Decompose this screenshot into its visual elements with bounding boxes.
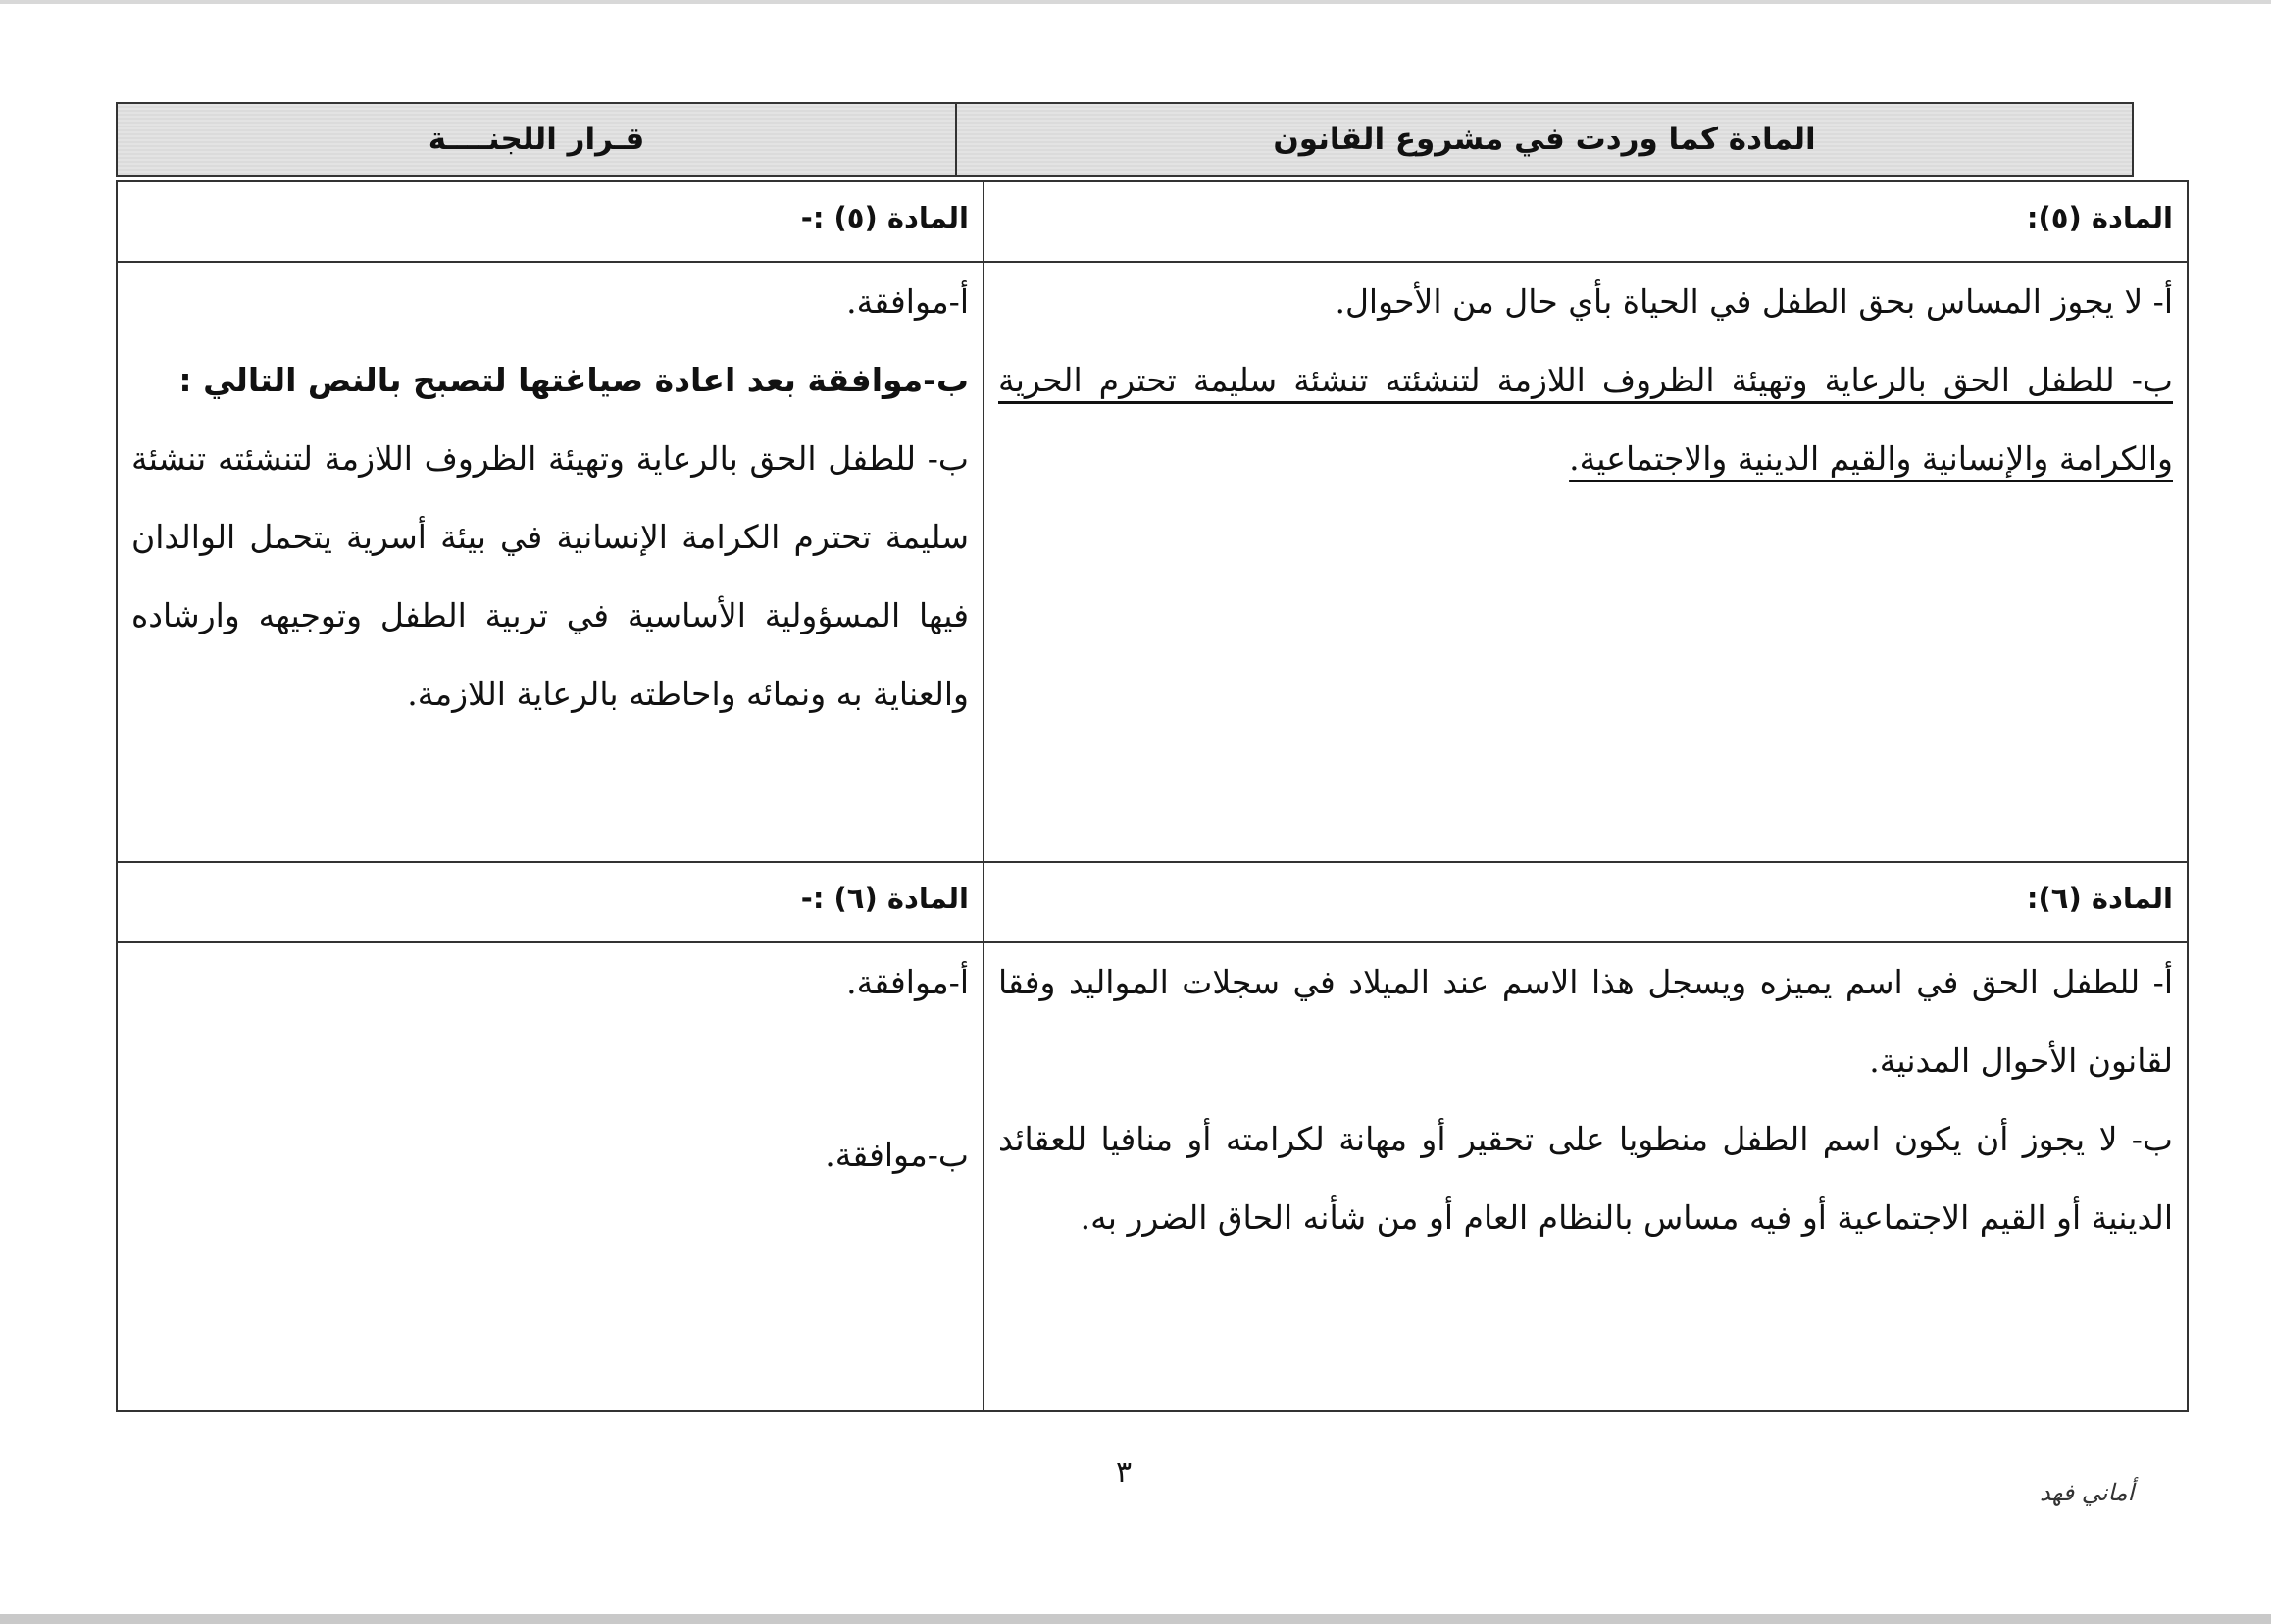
scan-edge-top bbox=[0, 0, 2271, 4]
article-6-text bbox=[984, 942, 2188, 1411]
table-row bbox=[117, 862, 2188, 942]
decision-6-label: المادة (٦) :- bbox=[117, 862, 984, 942]
article-5-clause-a: أ- لا يجوز المساس بحق الطفل في الحياة بأي حال من الأحوال. bbox=[1335, 282, 2173, 321]
scan-edge-bottom bbox=[0, 1614, 2271, 1624]
committee-report-table bbox=[116, 102, 2173, 1412]
decision-6-text bbox=[117, 942, 984, 1411]
article-6-clause-b: ب- لا يجوز أن يكون اسم الطفل منطويا على تحقير أو مهانة لكرامته أو منافيا للعقائد الدينية أو القيم الاجتماعية أو فيه مساس بالنظام العام أو من شأنه الحاق الضرر به. bbox=[998, 1120, 2173, 1237]
article-5-label: المادة (٥): bbox=[984, 181, 2188, 262]
header-decision-column: قـرار اللجنــــة bbox=[117, 103, 956, 176]
signature: أماني فهد bbox=[2040, 1479, 2135, 1506]
table-row bbox=[117, 181, 2188, 262]
article-5-clause-b: ب- للطفل الحق بالرعاية وتهيئة الظروف اللازمة لتنشئته تنشئة سليمة تحترم الحرية والكرامة والإنسانية والقيم الدينية والاجتماعية. bbox=[998, 361, 2173, 478]
table-row bbox=[117, 262, 2188, 862]
header-article-column: المادة كما وردت في مشروع القانون bbox=[956, 103, 2133, 176]
table-row bbox=[117, 942, 2188, 1411]
decision-5-clause-b-text: ب- للطفل الحق بالرعاية وتهيئة الظروف اللازمة لتنشئته تنشئة سليمة تحترم الكرامة الإنسانية في بيئة أسرية يتحمل الوالدان فيها المسؤولية الأساسية في تربية الطفل وتوجيهه وارشاده والعناية به ونمائه واحاطته بالرعاية اللازمة. bbox=[131, 439, 969, 713]
table-body bbox=[116, 180, 2189, 1412]
decision-5-text bbox=[117, 262, 984, 862]
article-6-clause-a: أ- للطفل الحق في اسم يميزه ويسجل هذا الاسم عند الميلاد في سجلات المواليد وفقا لقانون الأحوال المدنية. bbox=[998, 963, 2173, 1080]
decision-5-label: المادة (٥) :- bbox=[117, 181, 984, 262]
decision-5-clause-b-heading: ب-موافقة بعد اعادة صياغتها لتصبح بالنص التالي : bbox=[178, 361, 969, 399]
article-5-text bbox=[984, 262, 2188, 862]
article-6-label: المادة (٦): bbox=[984, 862, 2188, 942]
decision-6-clause-b: ب-موافقة. bbox=[825, 1136, 969, 1174]
spacer bbox=[131, 1022, 969, 1116]
decision-6-clause-a: أ-موافقة. bbox=[846, 963, 969, 1001]
decision-5-clause-a: أ-موافقة. bbox=[846, 282, 969, 321]
table-header bbox=[116, 102, 2134, 177]
page-number: ٣ bbox=[1116, 1455, 1133, 1490]
